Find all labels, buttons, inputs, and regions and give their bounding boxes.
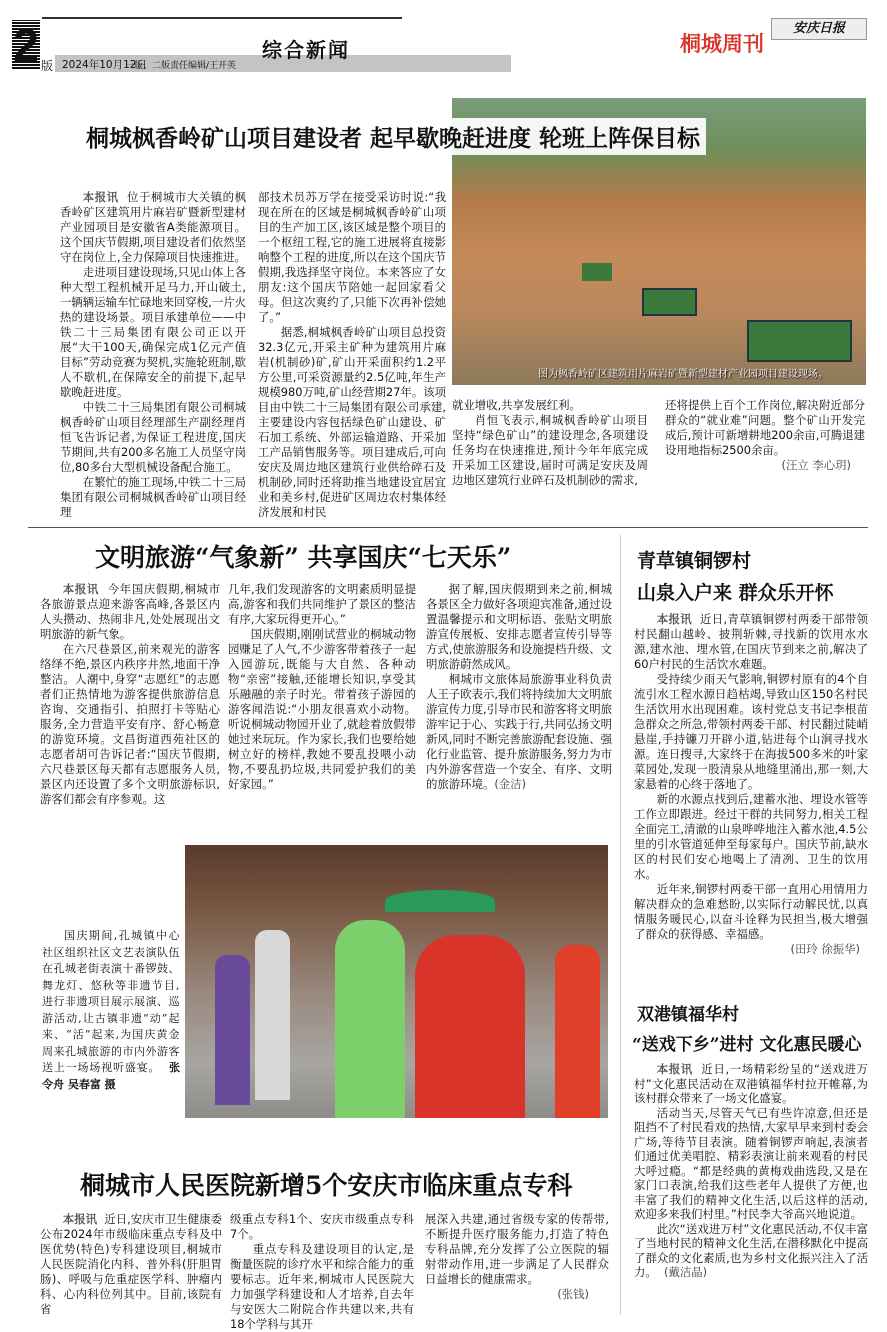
truck-1 [642,288,697,316]
page-number: 2 [13,19,39,71]
article1-col2 [258,190,446,520]
photo2-caption [42,928,180,1093]
performer-green [335,920,405,1118]
article1-title: 桐城枫香岭矿山项目建设者 起早歇晚赶进度 轮班上阵保目标 [80,118,706,155]
paragraph: 桐城市文旅体局旅游事业科负责人王子欧表示,我们将持续加大文明旅游宣传力度,引导市民和游客将文明旅游牢记于心、实践于行,共同弘扬文明新风,同时不断完善旅游配套设施、强化行业监管、提升旅游服务,努力为市内外游客营造一个安全、有序、文明的旅游环境。 [426,672,612,791]
article3-col1 [40,1212,222,1317]
divider [28,527,868,528]
paragraph: 近日,青草镇铜锣村两委干部带领村民翻山越岭、披荆斩棘,寻找新的饮用水水源,建水池、埋水管,在国庆节到来之前,解决了60户村民的生活饮水难题。 [634,612,868,671]
performer-red [415,935,525,1118]
spectator-white [255,930,290,1100]
paragraph: 此次“送戏进万村”文化惠民活动,不仅丰富了当地村民的精神文化生活,在潜移默化中提高了群众的文化素质,也为乡村文化振兴注入了活力。 [634,1221,868,1279]
performer-right [555,945,600,1118]
paragraph: 重点专科及建设项目的认定,是衡量医院的诊疗水平和综合能力的重要标志。近年来,桐城市人民医院大力加强学科建设和人才培养,自去年与安医大二附院合作共建以来,共有18个学科与其开 [230,1242,414,1331]
paragraph: 受持续少雨天气影响,铜锣村原有的4个自流引水工程水源日趋枯竭,导致山区150名村民生活饮用水出现困难。该村党总支书记李根苗急群众之所急,带领村两委干部、村民翻过陡峭悬崖,手持镰刀开辟小道,钻进每个山涧寻找水源。连日搜寻,大家终于在海拔500多米的叶家菜园处,发现一股清泉从地缝里涌出,那一刻,大家悬着的心终于落地了。 [634,672,868,791]
article1-lead: 本报讯 [82,190,119,204]
caption-text: 国庆期间,孔城镇中心社区组织社区文艺表演队伍在孔城老街表演十番锣鼓、舞龙灯、悠秋等非遗节目,进行非遗项目展示展演、巡游活动,让古镇非遗“动”起来、“活”起来,为国庆黄金周来孔城旅游的市内外游客送上一场场视听盛宴。 [42,929,180,1074]
paragraph: 几年,我们发现游客的文明素质明显提高,游客和我们共同维护了景区的整洁有序,大家玩得更开心。” [228,582,416,626]
sidebar1-title: 山泉入户来 群众乐开怀 [637,582,834,604]
brand-logo: 桐城周刊 [680,31,764,56]
byline: (金洁) [494,777,527,791]
article3-col3 [425,1212,609,1302]
page-number-box [12,20,40,70]
truck-2 [747,320,852,362]
paragraph: 还将提供上百个工作岗位,解决附近部分群众的“就业难”问题。整个矿山开发完成后,预计可新增耕地200余亩,可腾退建设用地指标2500余亩。 [665,398,865,457]
paragraph: 在六尺巷景区,前来观光的游客络绎不绝,景区内秩序井然,地面干净整洁。人潮中,身穿“志愿红”的志愿者们正热情地为游客提供旅游信息咨询、交通指引、拍照打卡等贴心服务,全力营造平安有序、舒心畅意的游览环境。文昌街道西苑社区的志愿者胡可告诉记者:“国庆节假期,六尺巷景区每天都有志愿服务人员,景区内还设置了多个文明旅游标识,游客们都会有序参观。这 [40,642,220,806]
article2-col1 [40,582,220,807]
article1-col1 [60,190,246,520]
paragraph: 据悉,桐城枫香岭矿山项目总投资32.3亿元,开采主矿种为建筑用片麻岩(机制砂)矿,矿山开采面积约1.2平方公里,可采资源量约2.5亿吨,年生产规模980万吨,矿山经营期27年。该项目由中铁二十三局集团有限公司承建,主要建设内容包括绿色矿山建设、矿石加工系统、外部运输道路、开采加工产品销售服务等。项目建成后,可向安庆及周边地区建筑行业供给碎石及机制砂,同时还将助推当地建设宜居宜业和美乡村,促进矿区周边农村集体经济发展和村民 [258,325,446,519]
paragraph: 级重点专科1个、安庆市级重点专科7个。 [230,1212,414,1241]
section-title: 综合新闻 [262,38,350,62]
article2-title: 文明旅游“气象新” 共享国庆“七天乐” [95,543,512,572]
sidebar2-body [634,1062,868,1280]
paragraph: 据了解,国庆假期到来之前,桐城各景区全力做好各项迎宾准备,通过设置温馨提示和文明标语、张贴文明旅游宣传展板、安排志愿者宣传引导等方式,使旅游服务和设施提档升级、文明旅游蔚然成风。 [426,582,612,671]
paragraph: 活动当天,尽管天气已有些许凉意,但还是阻挡不了村民看戏的热情,大家早早来到村委会广场,等待节目表演。随着铜锣声响起,表演者们通过优美唱腔、精彩表演让前来观看的村民大呼过瘾。“都是经典的黄梅戏曲选段,又是在家门口表演,给我们这些老年人提供了方便,也丰富了我们的精神文化生活,以后这样的活动,欢迎多来我们村里。”村民李大爷高兴地说道。 [634,1105,868,1221]
photo-caption: 图为枫香岭矿区建筑用片麻岩矿暨新型建材产业园项目建设现场。 [538,369,828,380]
page-suffix: 版 [41,59,54,73]
article2-lead: 本报讯 [62,582,100,596]
paragraph: 肖恒飞表示,桐城枫香岭矿山项目坚持“绿色矿山”的建设理念,各项建设任务均在快速推进,预计今年年底完成开采加工区建设,届时可满足安庆及周边地区建筑行业碎石及机制砂的需求, [452,413,648,487]
sidebar2-kicker: 双港镇福华村 [637,1005,739,1025]
article1-col4 [665,398,865,473]
byline: (张钱) [557,1287,589,1301]
article2-col3 [426,582,612,792]
header-editor: 一版、二版责任编辑/王开英 [125,61,237,71]
sidebar1-lead: 本报讯 [656,612,693,626]
byline: (田玲 徐振华) [790,942,860,956]
top-rule [42,17,402,19]
sidebar1-body [634,612,868,957]
performance-photo [185,845,608,1118]
sidebar2-title: “送戏下乡”进村 文化惠民暖心 [632,1035,862,1055]
paragraph: 近年来,铜锣村两委干部一直用心用情用力解决群众的急难愁盼,以实际行动解民忧,以真情服务暖民心,以奋斗诠释为民担当,极大增强了群众的获得感、幸福感。 [634,882,868,941]
article3-lead: 本报讯 [62,1212,98,1226]
sidebar-divider [620,535,621,1315]
spectator-purple [215,955,250,1105]
sidebar1-kicker: 青草镇铜锣村 [637,550,752,572]
paragraph: 在繁忙的施工现场,中铁二十三局集团有限公司桐城枫香岭矿山项目经理 [60,475,246,519]
article1-col3 [452,398,648,488]
article3-col2 [230,1212,414,1332]
paragraph: 中铁二十三局集团有限公司桐城枫香岭矿山项目经理部生产副经理肖恒飞告诉记者,为保证工程进度,国庆节期间,共有200多名施工人员坚守岗位,80多台大型机械设备配合施工。 [60,400,246,474]
byline: (汪立 李心玥) [781,458,851,472]
paragraph: 近日,一场精彩纷呈的“送戏进万村”文化惠民活动在双港镇福华村拉开帷幕,为该村群众带来了一场文化盛宴。 [634,1062,868,1105]
paragraph: 就业增收,共享发展红利。 [452,398,581,412]
masthead-logo: 安庆日报 [771,18,867,40]
truck-3 [582,263,612,281]
article3-title: 桐城市人民医院新增5个安庆市临床重点专科 [80,1171,573,1200]
paragraph: 新的水源点找到后,建蓄水池、埋设水管等工作立即跟进。经过干群的共同努力,相关工程全面完工,清澈的山泉哗哗地注入蓄水池,4.5公里的引水管道延伸至每家每户。国庆节前,缺水区的村民们安心地喝上了清冽、卫生的饮用水。 [634,792,868,881]
photo-credit: 张令舟 吴春富 摄 [42,1061,181,1091]
paragraph: 近日,安庆市卫生健康委公布2024年市级临床重点专科及中医优势(特色)专科建设项目,桐城市人民医院消化内科、普外科(肝胆胃肠)、呼吸与危重症医学科、肿瘤内科、心内科位列其中。目前,该院有省 [40,1212,222,1316]
paragraph: 今年国庆假期,桐城市各旅游景点迎来游客高峰,各景区内人头攒动、热闹非凡,处处展现出文明旅游的新气象。 [40,582,220,641]
paragraph: 展深入共建,通过省级专家的传帮带,不断提升医疗服务能力,打造了特色专科品牌,充分发挥了公立医院的辐射带动作用,进一步满足了人民群众日益增长的健康需求。 [425,1212,609,1286]
paragraph: 走进项目建设现场,只见山体上各种大型工程机械开足马力,开山破土,一辆辆运输车忙碌地来回穿梭,一片火热的建设场景。项目承建单位——中铁二十三局集团有限公司正以开展“大干100天,确保完成1亿元产值目标”劳动竞赛为契机,实施轮班制,歇人不歇机,在保障安全的前提下,起早歇晚赶进度。 [60,265,246,399]
article2-col2 [228,582,416,792]
header-date: 2024年10月12日 [62,59,147,71]
paragraph: 部技术员苏万学在接受采访时说:“我现在所在的区域是桐城枫香岭矿山项目的生产加工区,该区域是整个项目的一个枢纽工程,它的施工进展将直接影响整个工程的进度,所以在这个国庆节假期,我选择坚守岗位。本来答应了女朋友:这个国庆节陪她一起回家看父母。但这次爽约了,只能下次再补偿她了。” [258,190,446,324]
paragraph: 国庆假期,刚刚试营业的桐城动物园赚足了人气,不少游客带着孩子一起入园游玩,既能与大自然、各种动物“亲密”接触,还能增长知识,享受其乐融融的亲子时光。带着孩子游园的游客闻浩说:“小朋友很喜欢小动物。听说桐城动物园开业了,就趁着放假带她过来玩玩。作为家长,我们也要给她树立好的榜样,教她不要乱投喂小动物,不要乱扔垃圾,共同爱护我们的美好家园。” [228,627,416,791]
sidebar2-lead: 本报讯 [656,1062,693,1076]
umbrella [385,890,495,912]
paragraph: 位于桐城市大关镇的枫香岭矿区建筑用片麻岩矿暨新型建材产业园项目是安徽省A类能源项目。这个国庆节假期,项目建设者们依然坚守在岗位上,全力保障项目快速推进。 [60,190,246,264]
byline: (戴洁晶) [664,1265,708,1279]
